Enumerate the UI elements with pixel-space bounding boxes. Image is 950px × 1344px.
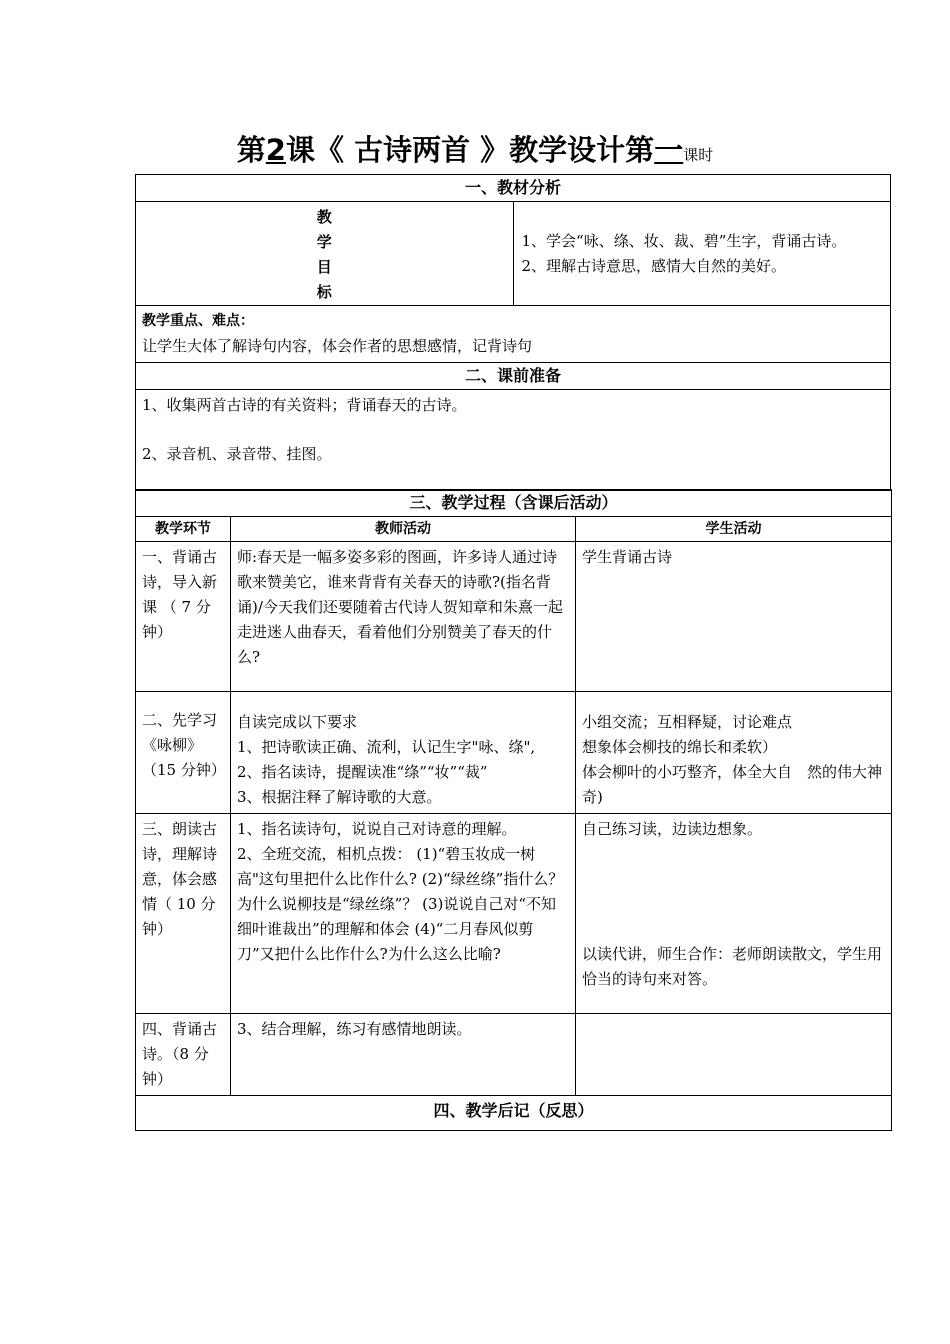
- student-cell: 自己练习读，边读边想象。 以读代讲，师生合作：老师朗读散文，学生用恰当的诗句来对答。: [576, 814, 892, 1014]
- table-row: [136, 692, 892, 814]
- teacher-cell: 1、指名读诗句，说说自己对诗意的理解。 2、全班交流，相机点拨： (1)“碧玉妆成一树高"这句里把什么比作什么? (2)“绿丝绦”指什么？为什么说柳技是“绿丝绦”？ (3)说说自己对“不知细叶谁裁出”的理解和体会 (4)“二月春风似剪刀”又把什么比作什么?为什么这么比喻?: [231, 814, 576, 1014]
- table-row: [136, 542, 892, 692]
- lesson-number: 2: [265, 133, 286, 167]
- key-points: 教学重点、难点： 让学生大体了解诗句内容，体会作者的思想感情，记背诗句: [136, 306, 891, 363]
- student-cell: 小组交流；互相释疑，讨论难点 想象体会柳技的绵长和柔软） 体会柳叶的小巧整齐，体全大自 然的伟大神奇): [576, 692, 892, 814]
- objectives-label: 教 学 目 标: [136, 202, 514, 306]
- title-suffix: 课时: [683, 146, 714, 164]
- table-row: [136, 814, 892, 1014]
- col-header-stage: 教学环节: [136, 517, 231, 542]
- title-middle: 课《 古诗两首 》教学设计第: [285, 133, 655, 167]
- student-cell: 学生背诵古诗: [576, 542, 892, 692]
- stage-cell: 三、朗读古诗，理解诗意，体会感情（ 10 分钟）: [136, 814, 231, 1014]
- section-preparation: [135, 362, 891, 491]
- student-cell: [576, 1014, 892, 1096]
- teacher-cell: 师:春天是一幅多姿多彩的图画，许多诗人通过诗歌来赞美它，谁来背背有关春天的诗歌?(指名背诵)/今天我们还要随着古代诗人贺知章和朱熹一起走进迷人曲春天，看着他们分别赞美了春天的什么?: [231, 542, 576, 692]
- section-header: 四、教学后记（反思）: [136, 1096, 892, 1131]
- title-prefix: 第: [236, 133, 266, 167]
- teacher-cell: 自读完成以下要求 1、把诗歌读正确、流利，认记生字"咏、绦", 2、指名读诗，提醒读准“绦”“妆”“裁” 3、根据注释了解诗歌的大意。: [231, 692, 576, 814]
- preparation-content: 1、收集两首古诗的有关资料；背诵春天的古诗。 2、录音机、录音带、挂图。: [136, 389, 891, 490]
- section-materials: [135, 174, 891, 363]
- lesson-plan-table: [135, 174, 891, 1131]
- section-header: 三、教学过程（含课后活动）: [136, 490, 892, 517]
- col-header-teacher: 教师活动: [231, 517, 576, 542]
- teacher-cell: 3、结合理解，练习有感情地朗读。: [231, 1014, 576, 1096]
- page-title: [0, 128, 950, 169]
- stage-cell: 二、先学习《咏柳》（15 分钟）: [136, 692, 231, 814]
- objectives-content: 1、学会“咏、绦、妆、裁、碧”生字，背诵古诗。 2、理解古诗意思，感情大自然的美好。: [513, 202, 891, 306]
- section-header: 二、课前准备: [136, 362, 891, 389]
- section-process: [135, 489, 892, 1131]
- stage-cell: 一、背诵古诗，导入新课 （ 7 分钟）: [136, 542, 231, 692]
- section-header: 一、教材分析: [136, 175, 891, 202]
- period-number: 一: [654, 133, 684, 167]
- table-row: [136, 1014, 892, 1096]
- col-header-student: 学生活动: [576, 517, 892, 542]
- stage-cell: 四、背诵古诗。（8 分钟）: [136, 1014, 231, 1096]
